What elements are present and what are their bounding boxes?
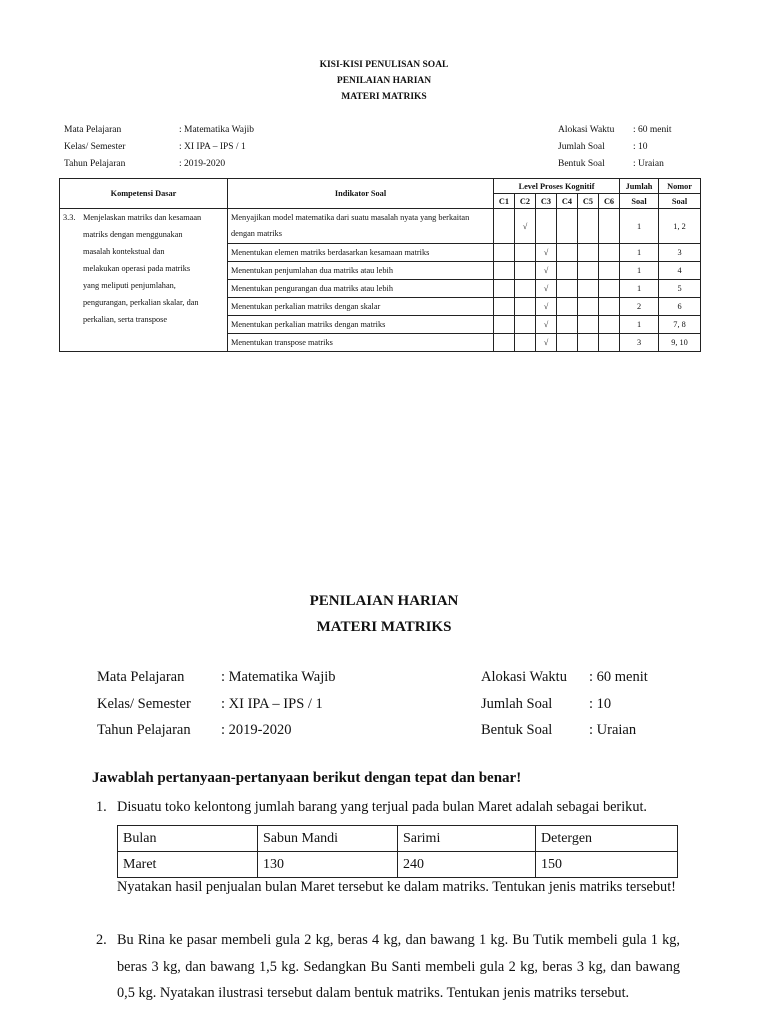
- jumlah-cell: 1: [620, 244, 659, 262]
- table-cell: Maret: [118, 852, 258, 878]
- jumlah-cell: 2: [620, 298, 659, 316]
- question-1-intro: [96, 794, 680, 821]
- header-c6: C6: [599, 194, 620, 209]
- level-cell-c1: [494, 316, 515, 334]
- meta-value: : Matematika Wajib: [179, 125, 255, 135]
- table-cell: 240: [398, 852, 536, 878]
- jumlah-cell: 1: [620, 209, 659, 244]
- level-cell-c6: [599, 280, 620, 298]
- level-cell-c5: [578, 280, 599, 298]
- header-c3: C3: [536, 194, 557, 209]
- level-cell-c2: [515, 280, 536, 298]
- ph-title-1: PENILAIAN HARIAN: [309, 593, 459, 609]
- level-cell-c3: √: [536, 262, 557, 280]
- table-header-row: [118, 826, 678, 852]
- level-cell-c1: [494, 334, 515, 352]
- level-cell-c6: [599, 298, 620, 316]
- question-2: [96, 927, 680, 1007]
- level-cell-c2: [515, 298, 536, 316]
- level-cell-c1: [494, 262, 515, 280]
- table-cell: Sarimi: [398, 826, 536, 852]
- meta-label: Jumlah Soal: [558, 142, 605, 152]
- meta-value: : 10: [633, 142, 648, 152]
- level-cell-c1: [494, 298, 515, 316]
- indikator-cell: Menentukan perkalian matriks dengan skalar: [228, 298, 494, 316]
- level-cell-c3: [536, 209, 557, 244]
- kd-line: pengurangan, perkalian skalar, dan: [83, 298, 199, 307]
- level-cell-c1: [494, 244, 515, 262]
- jumlah-cell: 3: [620, 334, 659, 352]
- level-cell-c2: [515, 262, 536, 280]
- indikator-cell: Menentukan elemen matriks berdasarkan kesamaan matriks: [228, 244, 494, 262]
- nomor-cell: 3: [659, 244, 701, 262]
- question-text: Disuatu toko kelontong jumlah barang yang terjual pada bulan Maret adalah sebagai berikut.: [117, 799, 648, 815]
- indikator-cell: Menentukan perkalian matriks dengan matriks: [228, 316, 494, 334]
- indikator-cell: Menentukan pengurangan dua matriks atau lebih: [228, 280, 494, 298]
- kd-number: 3.3.: [63, 213, 76, 222]
- table-cell: Sabun Mandi: [258, 826, 398, 852]
- nomor-cell: 6: [659, 298, 701, 316]
- level-cell-c5: [578, 316, 599, 334]
- level-cell-c3: √: [536, 244, 557, 262]
- kd-line: masalah kontekstual dan: [83, 247, 165, 256]
- meta-value: : 10: [589, 695, 612, 712]
- header-jumlah: Jumlah: [620, 179, 659, 194]
- kisi-table-body: [60, 209, 701, 352]
- level-cell-c6: [599, 262, 620, 280]
- level-cell-c5: [578, 244, 599, 262]
- kd-line: perkalian, serta transpose: [83, 315, 168, 324]
- kd-line: melakukan operasi pada matriks: [83, 264, 191, 273]
- indikator-cell: Menentukan transpose matriks: [228, 334, 494, 352]
- meta-label: Tahun Pelajaran: [97, 722, 191, 738]
- nomor-cell: 7, 8: [659, 316, 701, 334]
- nomor-cell: 1, 2: [659, 209, 701, 244]
- level-cell-c6: [599, 244, 620, 262]
- header-nomor: Nomor: [659, 179, 701, 194]
- meta-value: : 2019-2020: [179, 159, 226, 169]
- level-cell-c4: [557, 262, 578, 280]
- ph-meta-right: [481, 664, 648, 744]
- meta-value: : Matematika Wajib: [221, 669, 336, 685]
- level-cell-c4: [557, 244, 578, 262]
- table-cell: Detergen: [536, 826, 678, 852]
- jumlah-cell: 1: [620, 262, 659, 280]
- level-cell-c6: [599, 209, 620, 244]
- meta-value: : Uraian: [633, 159, 664, 169]
- table-row: [60, 209, 701, 244]
- meta-label: Mata Pelajaran: [97, 669, 185, 685]
- level-cell-c6: [599, 316, 620, 334]
- question-text: Nyatakan hasil penjualan bulan Maret tersebut ke dalam matriks. Tentukan jenis matriks tersebut!: [117, 879, 676, 895]
- meta-value: : 2019-2020: [221, 722, 292, 738]
- meta-label: Jumlah Soal: [481, 695, 553, 712]
- level-cell-c5: [578, 298, 599, 316]
- kd-line: matriks dengan menggunakan: [83, 230, 183, 239]
- meta-label: Kelas/ Semester: [97, 695, 191, 712]
- level-cell-c3: √: [536, 316, 557, 334]
- meta-value: : XI IPA – IPS / 1: [221, 695, 323, 712]
- table-cell: Bulan: [118, 826, 258, 852]
- level-cell-c3: √: [536, 280, 557, 298]
- nomor-cell: 4: [659, 262, 701, 280]
- meta-label: Bentuk Soal: [481, 722, 553, 738]
- kompetensi-dasar-cell: [60, 209, 228, 352]
- meta-label: Bentuk Soal: [558, 159, 605, 169]
- header-c2: C2: [515, 194, 536, 209]
- indikator-cell: Menentukan penjumlahan dua matriks atau lebih: [228, 262, 494, 280]
- level-cell-c4: [557, 209, 578, 244]
- meta-label: Alokasi Waktu: [558, 125, 615, 135]
- level-cell-c5: [578, 334, 599, 352]
- question-number: 2.: [96, 932, 107, 948]
- level-cell-c1: [494, 209, 515, 244]
- kisi-table: [59, 178, 701, 352]
- kisi-meta-right: [558, 122, 672, 173]
- level-cell-c2: √: [515, 209, 536, 244]
- level-cell-c5: [578, 262, 599, 280]
- header-c5: C5: [578, 194, 599, 209]
- level-cell-c1: [494, 280, 515, 298]
- level-cell-c6: [599, 334, 620, 352]
- ph-title-2: MATERI MATRIKS: [316, 619, 452, 635]
- table-cell: 150: [536, 852, 678, 878]
- kisi-title-3: MATERI MATRIKS: [341, 92, 427, 102]
- header-c4: C4: [557, 194, 578, 209]
- header-jumlah-soal: Soal: [620, 194, 659, 209]
- ph-meta-left: [97, 664, 336, 744]
- kisi-meta-left: [64, 122, 254, 173]
- meta-label: Tahun Pelajaran: [64, 159, 126, 169]
- header-nomor-soal: Soal: [659, 194, 701, 209]
- meta-value: : Uraian: [589, 722, 637, 738]
- jumlah-cell: 1: [620, 280, 659, 298]
- instruction: Jawablah pertanyaan-pertanyaan berikut dengan tepat dan benar!: [92, 770, 522, 786]
- kd-line: yang meliputi penjumlahan,: [83, 281, 176, 290]
- header-c1: C1: [494, 194, 515, 209]
- header-indikator-soal: Indikator Soal: [228, 179, 494, 209]
- level-cell-c4: [557, 334, 578, 352]
- header-level-proses: Level Proses Kognitif: [494, 179, 620, 194]
- question-1-after: [96, 874, 680, 901]
- kisi-title-1: KISI-KISI PENULISAN SOAL: [319, 60, 449, 70]
- question-number: 1.: [96, 799, 107, 815]
- header-kompetensi-dasar: Kompetensi Dasar: [60, 179, 228, 209]
- level-cell-c2: [515, 244, 536, 262]
- meta-label: Alokasi Waktu: [481, 669, 567, 685]
- indikator-cell: Menyajikan model matematika dari suatu masalah nyata yang berkaitan dengan matriks: [228, 209, 494, 244]
- nomor-cell: 9, 10: [659, 334, 701, 352]
- nomor-cell: 5: [659, 280, 701, 298]
- level-cell-c4: [557, 316, 578, 334]
- meta-label: Kelas/ Semester: [64, 142, 126, 152]
- meta-value: : 60 menit: [633, 125, 672, 135]
- meta-value: : XI IPA – IPS / 1: [179, 142, 246, 152]
- level-cell-c3: √: [536, 298, 557, 316]
- level-cell-c3: √: [536, 334, 557, 352]
- level-cell-c4: [557, 298, 578, 316]
- meta-label: Mata Pelajaran: [64, 125, 122, 135]
- level-cell-c5: [578, 209, 599, 244]
- level-cell-c2: [515, 334, 536, 352]
- question-1-table: [117, 825, 678, 878]
- kd-line: Menjelaskan matriks dan kesamaan: [83, 213, 202, 222]
- meta-value: : 60 menit: [589, 669, 648, 685]
- kisi-title-2: PENILAIAN HARIAN: [336, 76, 432, 86]
- question-text: Bu Rina ke pasar membeli gula 2 kg, beras 4 kg, dan bawang 1 kg. Bu Tutik membeli gula 1 kg, beras 3 kg, dan bawang 1,5 kg. Sedangkan Bu Santi membeli gula 2 kg, beras 3 kg, dan bawang 0,5 kg. Nyatakan ilustrasi tersebut dalam bentuk matriks. Tentukan jenis matriks tersebut.: [117, 932, 680, 1001]
- level-cell-c2: [515, 316, 536, 334]
- jumlah-cell: 1: [620, 316, 659, 334]
- level-cell-c4: [557, 280, 578, 298]
- table-cell: 130: [258, 852, 398, 878]
